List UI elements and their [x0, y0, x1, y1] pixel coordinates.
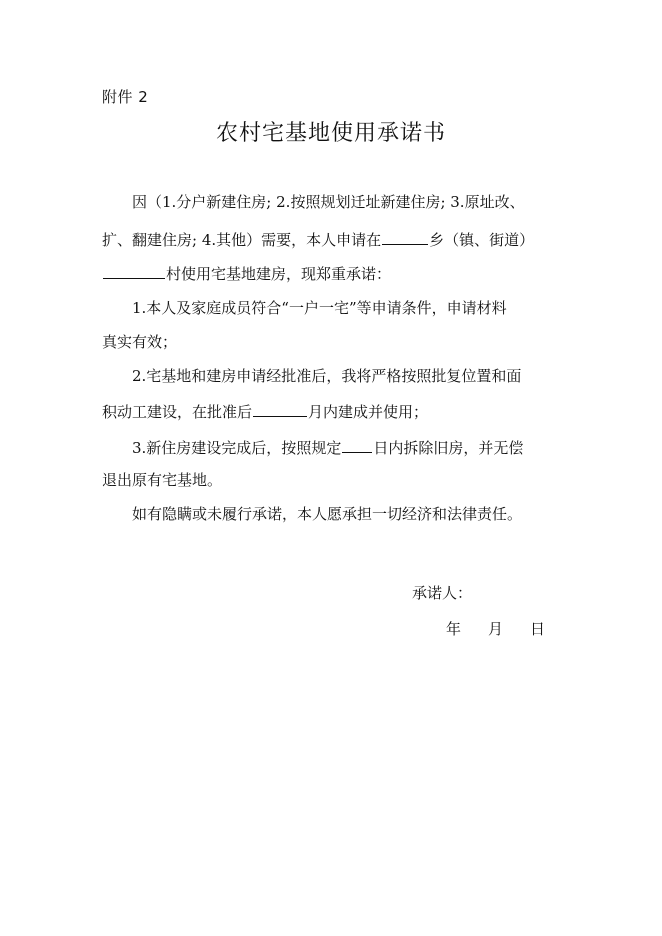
item-3-line-1-after: 日内拆除旧房，并无偿	[373, 439, 524, 457]
town-blank-field[interactable]	[382, 228, 428, 245]
village-blank-field[interactable]	[103, 262, 165, 279]
date-year-label: 年	[446, 620, 462, 638]
paragraph-1-line-3-after: 村使用宅基地建房，现郑重承诺：	[166, 265, 392, 283]
item-1-line-1	[132, 298, 507, 318]
paragraph-1-line-1	[132, 192, 525, 212]
paragraph-1-line-2-after: 乡（镇、街道）	[429, 231, 535, 249]
item-2-line-2-before: 积动工建设，在批准后	[102, 403, 253, 421]
item-2-line-1	[132, 366, 521, 386]
closing-statement-text: 如有隐瞒或未履行承诺，本人愿承担一切经济和法律责任。	[132, 505, 523, 523]
item-2-line-2-after: 月内建成并使用；	[308, 403, 429, 421]
item-3-line-2	[102, 470, 222, 490]
date-month-label: 月	[488, 620, 504, 638]
document-title: 农村宅基地使用承诺书	[215, 121, 446, 146]
item-2-line-1-text: 2.宅基地和建房申请经批准后，我将严格按照批复位置和面	[132, 367, 522, 385]
item-1-line-2	[102, 332, 177, 352]
closing-statement	[132, 504, 522, 524]
months-blank-field[interactable]	[253, 400, 307, 417]
attachment-label: 附件 2	[102, 88, 149, 106]
paragraph-1-line-2-before: 扩、翻建住房; 4.其他）需要，本人申请在	[102, 231, 382, 249]
paragraph-1-line-2	[102, 228, 534, 250]
paragraph-1-line-1-text: 因（1.分户新建住房; 2.按照规划迁址新建住房; 3.原址改、	[132, 193, 525, 211]
item-3-line-2-text: 退出原有宅基地。	[102, 471, 223, 489]
paragraph-1-line-3	[102, 262, 391, 284]
item-3-line-1	[132, 436, 523, 458]
signature-label: 承诺人：	[412, 584, 473, 602]
item-3-line-1-before: 3.新住房建设完成后，按照规定	[132, 439, 342, 457]
days-blank-field[interactable]	[342, 436, 372, 453]
item-1-line-2-text: 真实有效；	[102, 333, 178, 351]
date-day-label: 日	[530, 620, 546, 638]
item-2-line-2	[102, 400, 428, 422]
item-1-line-1-text: 1.本人及家庭成员符合“一户一宅”等申请条件，申请材料	[132, 299, 507, 317]
